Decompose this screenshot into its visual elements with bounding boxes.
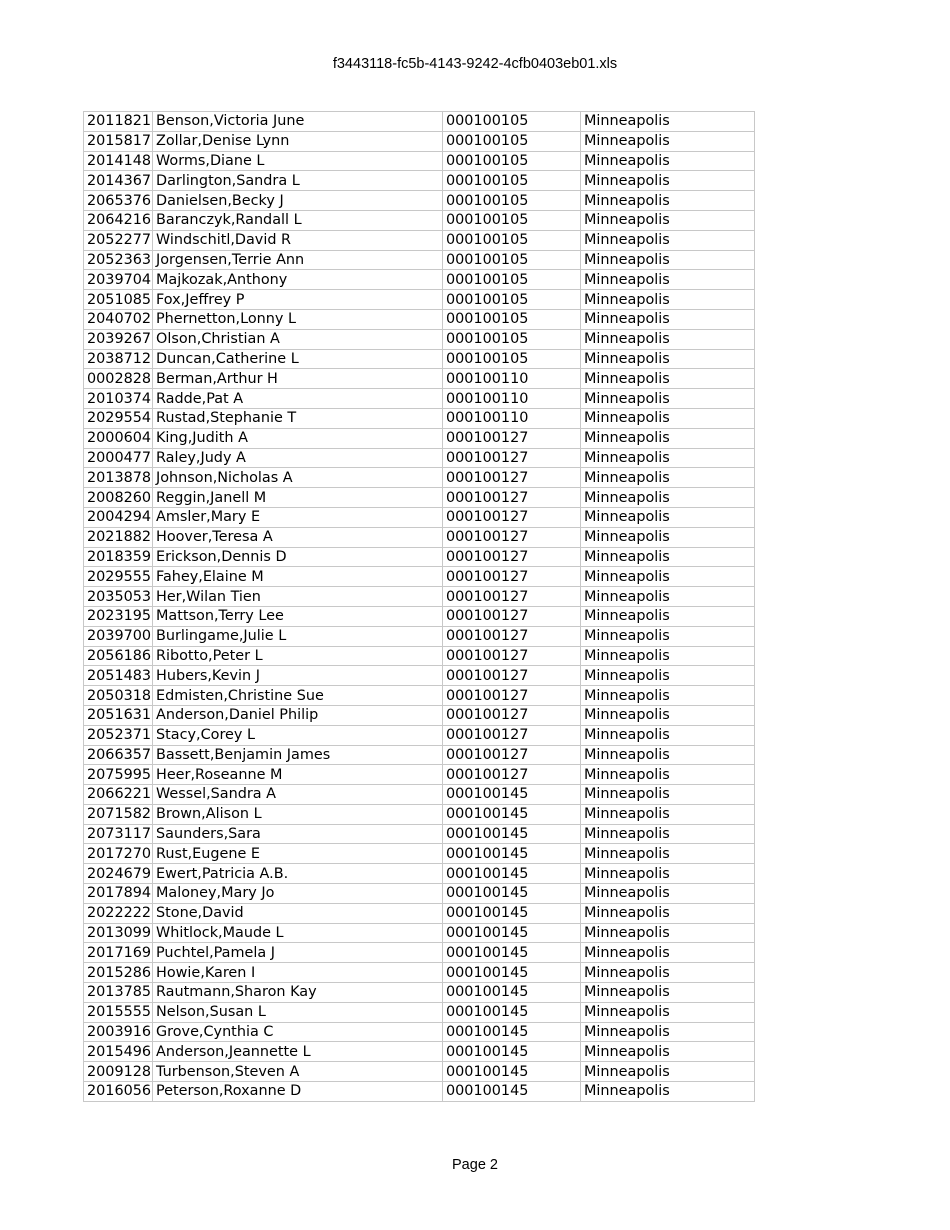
table-row [84,884,755,904]
cell-city: Minneapolis [581,131,755,151]
table-row [84,230,755,250]
cell-code: 000100105 [443,131,581,151]
cell-id: 2050318 [84,686,153,706]
cell-code: 000100127 [443,587,581,607]
cell-id: 2009128 [84,1062,153,1082]
table-row [84,983,755,1003]
cell-code: 000100127 [443,606,581,626]
cell-code: 000100105 [443,230,581,250]
cell-code: 000100127 [443,626,581,646]
cell-id: 2066221 [84,785,153,805]
cell-code: 000100127 [443,666,581,686]
cell-city: Minneapolis [581,1022,755,1042]
cell-id: 2010374 [84,389,153,409]
cell-code: 000100145 [443,884,581,904]
cell-code: 000100127 [443,765,581,785]
cell-name: Puchtel,Pamela J [153,943,443,963]
cell-city: Minneapolis [581,230,755,250]
table-row [84,943,755,963]
table-row [84,507,755,527]
table-row [84,191,755,211]
cell-code: 000100110 [443,408,581,428]
cell-city: Minneapolis [581,309,755,329]
cell-code: 000100127 [443,705,581,725]
cell-city: Minneapolis [581,785,755,805]
cell-code: 000100127 [443,428,581,448]
cell-name: Phernetton,Lonny L [153,309,443,329]
cell-city: Minneapolis [581,567,755,587]
cell-city: Minneapolis [581,290,755,310]
cell-code: 000100105 [443,250,581,270]
table-row [84,725,755,745]
cell-id: 2013785 [84,983,153,1003]
cell-city: Minneapolis [581,507,755,527]
cell-name: Fox,Jeffrey P [153,290,443,310]
cell-code: 000100145 [443,1042,581,1062]
cell-code: 000100105 [443,171,581,191]
cell-code: 000100127 [443,725,581,745]
cell-code: 000100145 [443,804,581,824]
cell-code: 000100145 [443,1002,581,1022]
cell-name: Majkozak,Anthony [153,270,443,290]
table-row [84,408,755,428]
cell-name: Amsler,Mary E [153,507,443,527]
table-row [84,527,755,547]
table-row [84,606,755,626]
table-row [84,210,755,230]
cell-id: 2014148 [84,151,153,171]
cell-name: Fahey,Elaine M [153,567,443,587]
cell-name: Maloney,Mary Jo [153,884,443,904]
cell-city: Minneapolis [581,171,755,191]
cell-city: Minneapolis [581,666,755,686]
cell-name: Heer,Roseanne M [153,765,443,785]
cell-city: Minneapolis [581,250,755,270]
cell-city: Minneapolis [581,864,755,884]
table-row [84,369,755,389]
cell-code: 000100127 [443,567,581,587]
cell-id: 2039704 [84,270,153,290]
cell-city: Minneapolis [581,1002,755,1022]
cell-city: Minneapolis [581,1082,755,1102]
cell-name: Burlingame,Julie L [153,626,443,646]
cell-code: 000100105 [443,309,581,329]
cell-name: Ewert,Patricia A.B. [153,864,443,884]
cell-name: Rustad,Stephanie T [153,408,443,428]
cell-code: 000100127 [443,448,581,468]
cell-id: 2052371 [84,725,153,745]
cell-name: Zollar,Denise Lynn [153,131,443,151]
cell-city: Minneapolis [581,408,755,428]
table-row [84,824,755,844]
table-row [84,626,755,646]
cell-city: Minneapolis [581,587,755,607]
cell-code: 000100145 [443,785,581,805]
spreadsheet-body [84,112,755,1102]
cell-name: Windschitl,David R [153,230,443,250]
cell-city: Minneapolis [581,725,755,745]
cell-code: 000100145 [443,864,581,884]
cell-name: Duncan,Catherine L [153,349,443,369]
cell-code: 000100127 [443,527,581,547]
cell-code: 000100127 [443,646,581,666]
cell-code: 000100105 [443,191,581,211]
table-row [84,468,755,488]
cell-id: 2000477 [84,448,153,468]
cell-id: 2075995 [84,765,153,785]
table-row [84,646,755,666]
cell-city: Minneapolis [581,943,755,963]
cell-code: 000100145 [443,963,581,983]
cell-id: 2014367 [84,171,153,191]
cell-city: Minneapolis [581,468,755,488]
cell-code: 000100127 [443,507,581,527]
cell-name: Wessel,Sandra A [153,785,443,805]
cell-name: Brown,Alison L [153,804,443,824]
cell-name: Stacy,Corey L [153,725,443,745]
table-row [84,547,755,567]
cell-name: Whitlock,Maude L [153,923,443,943]
cell-code: 000100110 [443,369,581,389]
table-row [84,864,755,884]
cell-id: 2029555 [84,567,153,587]
table-row [84,567,755,587]
cell-id: 2039700 [84,626,153,646]
cell-city: Minneapolis [581,349,755,369]
cell-city: Minneapolis [581,844,755,864]
cell-city: Minneapolis [581,903,755,923]
cell-code: 000100127 [443,488,581,508]
table-row [84,349,755,369]
table-row [84,587,755,607]
table-row [84,745,755,765]
cell-id: 2065376 [84,191,153,211]
cell-code: 000100127 [443,686,581,706]
cell-name: Ribotto,Peter L [153,646,443,666]
table-row [84,309,755,329]
cell-city: Minneapolis [581,745,755,765]
table-row [84,428,755,448]
table-row [84,963,755,983]
cell-name: Reggin,Janell M [153,488,443,508]
cell-city: Minneapolis [581,488,755,508]
cell-code: 000100110 [443,389,581,409]
cell-id: 2003916 [84,1022,153,1042]
cell-id: 2040702 [84,309,153,329]
cell-id: 2017169 [84,943,153,963]
cell-id: 2022222 [84,903,153,923]
cell-name: Olson,Christian A [153,329,443,349]
cell-code: 000100127 [443,468,581,488]
table-row [84,270,755,290]
cell-city: Minneapolis [581,270,755,290]
cell-id: 2052277 [84,230,153,250]
cell-city: Minneapolis [581,963,755,983]
cell-name: Jorgensen,Terrie Ann [153,250,443,270]
cell-city: Minneapolis [581,329,755,349]
cell-id: 2023195 [84,606,153,626]
table-row [84,844,755,864]
table-row [84,666,755,686]
cell-code: 000100105 [443,210,581,230]
table-row [84,151,755,171]
cell-id: 2024679 [84,864,153,884]
cell-city: Minneapolis [581,606,755,626]
page-footer-number: Page 2 [452,1157,498,1173]
cell-id: 2056186 [84,646,153,666]
cell-name: Her,Wilan Tien [153,587,443,607]
cell-name: Radde,Pat A [153,389,443,409]
cell-name: Mattson,Terry Lee [153,606,443,626]
cell-id: 2039267 [84,329,153,349]
table-row [84,448,755,468]
cell-city: Minneapolis [581,112,755,132]
cell-id: 2018359 [84,547,153,567]
cell-name: Howie,Karen I [153,963,443,983]
cell-code: 000100145 [443,844,581,864]
cell-code: 000100145 [443,1022,581,1042]
cell-city: Minneapolis [581,804,755,824]
cell-code: 000100105 [443,270,581,290]
cell-city: Minneapolis [581,1062,755,1082]
cell-city: Minneapolis [581,151,755,171]
cell-name: Raley,Judy A [153,448,443,468]
table-row [84,923,755,943]
cell-code: 000100145 [443,943,581,963]
table-row [84,804,755,824]
cell-id: 2052363 [84,250,153,270]
cell-id: 2016056 [84,1082,153,1102]
cell-name: Stone,David [153,903,443,923]
table-row [84,903,755,923]
cell-code: 000100145 [443,824,581,844]
cell-name: Anderson,Daniel Philip [153,705,443,725]
table-row [84,785,755,805]
cell-code: 000100105 [443,349,581,369]
cell-city: Minneapolis [581,626,755,646]
table-row [84,1022,755,1042]
cell-id: 2013099 [84,923,153,943]
cell-code: 000100105 [443,112,581,132]
cell-name: Edmisten,Christine Sue [153,686,443,706]
cell-city: Minneapolis [581,983,755,1003]
cell-city: Minneapolis [581,824,755,844]
table-row [84,290,755,310]
cell-id: 2051483 [84,666,153,686]
cell-city: Minneapolis [581,923,755,943]
cell-id: 2017894 [84,884,153,904]
table-row [84,389,755,409]
cell-id: 2064216 [84,210,153,230]
cell-name: Hoover,Teresa A [153,527,443,547]
table-row [84,765,755,785]
cell-name: Turbenson,Steven A [153,1062,443,1082]
cell-city: Minneapolis [581,547,755,567]
cell-id: 2011821 [84,112,153,132]
cell-name: Rust,Eugene E [153,844,443,864]
cell-id: 2066357 [84,745,153,765]
cell-city: Minneapolis [581,765,755,785]
table-row [84,171,755,191]
cell-id: 0002828 [84,369,153,389]
cell-id: 2017270 [84,844,153,864]
cell-code: 000100105 [443,329,581,349]
cell-id: 2004294 [84,507,153,527]
cell-name: Danielsen,Becky J [153,191,443,211]
cell-city: Minneapolis [581,646,755,666]
table-row [84,1082,755,1102]
cell-id: 2013878 [84,468,153,488]
cell-id: 2015496 [84,1042,153,1062]
table-row [84,488,755,508]
cell-name: Saunders,Sara [153,824,443,844]
cell-name: Erickson,Dennis D [153,547,443,567]
table-row [84,250,755,270]
cell-code: 000100145 [443,923,581,943]
cell-name: Darlington,Sandra L [153,171,443,191]
table-row [84,112,755,132]
cell-code: 000100127 [443,745,581,765]
cell-code: 000100127 [443,547,581,567]
cell-id: 2073117 [84,824,153,844]
cell-code: 000100145 [443,983,581,1003]
table-row [84,686,755,706]
cell-id: 2051085 [84,290,153,310]
cell-name: Bassett,Benjamin James [153,745,443,765]
cell-name: Anderson,Jeannette L [153,1042,443,1062]
cell-city: Minneapolis [581,389,755,409]
cell-city: Minneapolis [581,705,755,725]
cell-city: Minneapolis [581,191,755,211]
cell-city: Minneapolis [581,686,755,706]
cell-city: Minneapolis [581,527,755,547]
cell-name: Rautmann,Sharon Kay [153,983,443,1003]
cell-id: 2021882 [84,527,153,547]
cell-id: 2015286 [84,963,153,983]
cell-id: 2071582 [84,804,153,824]
cell-city: Minneapolis [581,884,755,904]
cell-code: 000100145 [443,1062,581,1082]
cell-city: Minneapolis [581,1042,755,1062]
cell-id: 2029554 [84,408,153,428]
table-row [84,1002,755,1022]
cell-city: Minneapolis [581,448,755,468]
cell-name: Berman,Arthur H [153,369,443,389]
cell-id: 2035053 [84,587,153,607]
cell-city: Minneapolis [581,369,755,389]
spreadsheet-table [83,111,755,1102]
cell-id: 2038712 [84,349,153,369]
cell-name: Worms,Diane L [153,151,443,171]
page-header-filename: f3443118-fc5b-4143-9242-4cfb0403eb01.xls [332,56,618,72]
cell-name: King,Judith A [153,428,443,448]
table-row [84,131,755,151]
cell-id: 2000604 [84,428,153,448]
cell-name: Nelson,Susan L [153,1002,443,1022]
table-row [84,1062,755,1082]
cell-name: Benson,Victoria June [153,112,443,132]
cell-id: 2051631 [84,705,153,725]
table-row [84,329,755,349]
cell-code: 000100105 [443,151,581,171]
cell-code: 000100105 [443,290,581,310]
cell-city: Minneapolis [581,210,755,230]
cell-code: 000100145 [443,1082,581,1102]
cell-name: Hubers,Kevin J [153,666,443,686]
cell-name: Grove,Cynthia C [153,1022,443,1042]
table-row [84,705,755,725]
cell-city: Minneapolis [581,428,755,448]
cell-id: 2008260 [84,488,153,508]
cell-name: Johnson,Nicholas A [153,468,443,488]
cell-id: 2015817 [84,131,153,151]
table-row [84,1042,755,1062]
cell-code: 000100145 [443,903,581,923]
cell-name: Baranczyk,Randall L [153,210,443,230]
cell-id: 2015555 [84,1002,153,1022]
cell-name: Peterson,Roxanne D [153,1082,443,1102]
